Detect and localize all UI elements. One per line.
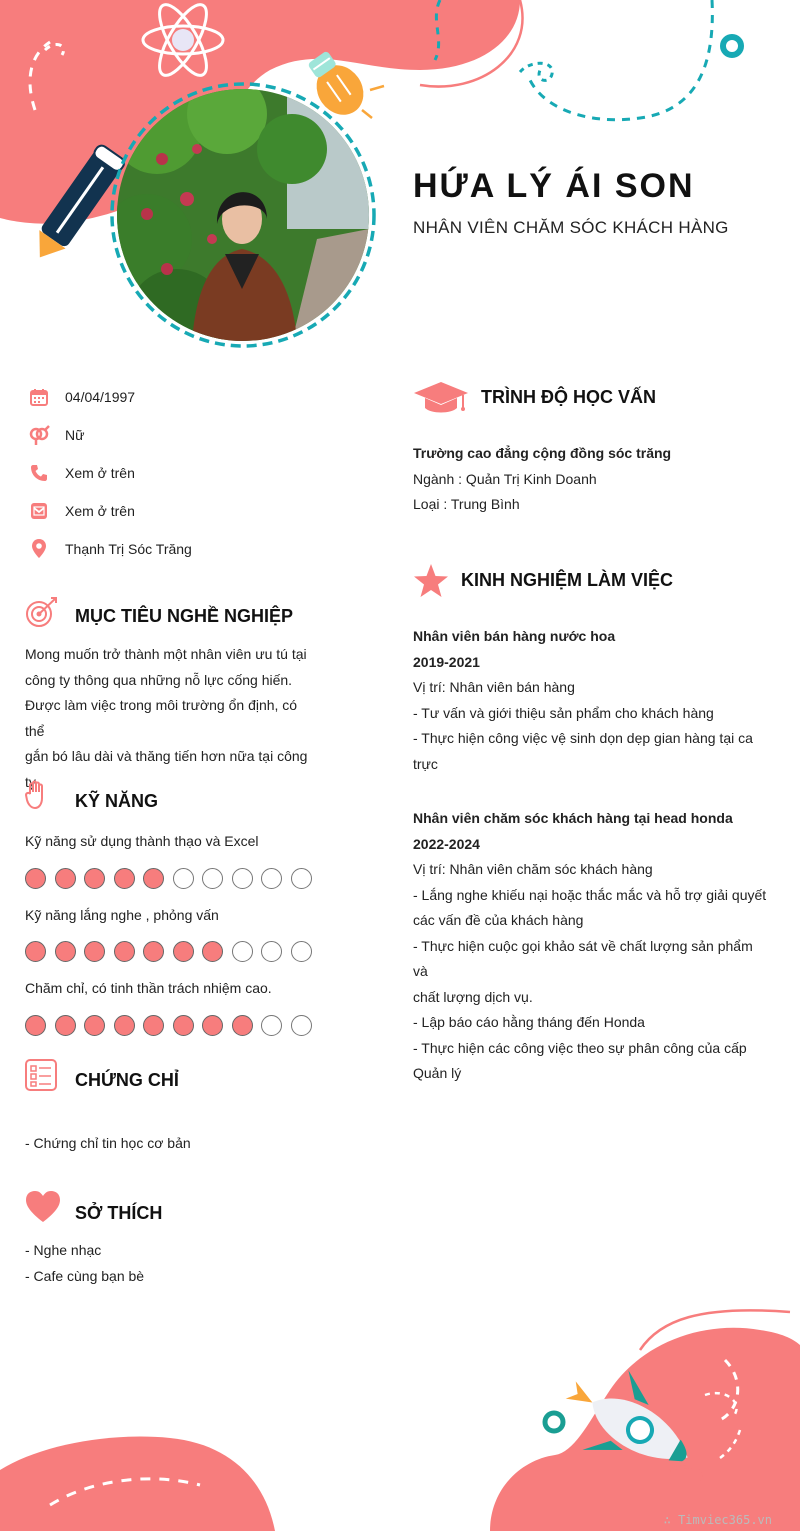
job-duty: trực xyxy=(413,755,438,772)
rating-dot-filled xyxy=(114,1015,135,1036)
info-email xyxy=(28,499,135,523)
info-address xyxy=(28,537,192,561)
school-name: Trường cao đẳng cộng đồng sóc trăng xyxy=(413,445,672,461)
rating-dot-empty xyxy=(291,868,312,889)
rating-dot-filled xyxy=(84,1015,105,1036)
skill-label: Kỹ năng lắng nghe , phỏng vấn xyxy=(25,907,219,923)
skill-label: Kỹ năng sử dụng thành thạo và Excel xyxy=(25,833,259,849)
rating-dot-filled xyxy=(143,941,164,962)
calendar-icon xyxy=(28,386,50,408)
education-detail xyxy=(413,441,773,518)
phone-value: Xem ở trên xyxy=(65,465,135,481)
rating-dot-filled xyxy=(202,1015,223,1036)
rating-dot-filled xyxy=(114,868,135,889)
hobbies-title: SỞ THÍCH xyxy=(75,1203,163,1223)
star-icon xyxy=(413,563,449,599)
job-title: NHÂN VIÊN CHĂM SÓC KHÁCH HÀNG xyxy=(413,218,729,237)
info-birthday xyxy=(28,385,135,409)
rating-dot-filled xyxy=(55,941,76,962)
education-major: Ngành : Quản Trị Kinh Doanh xyxy=(413,470,597,487)
rating-dot-filled xyxy=(114,941,135,962)
job-period: 2022-2024 xyxy=(413,835,480,852)
graduation-cap-icon xyxy=(413,380,469,416)
rating-dot-filled xyxy=(143,1015,164,1036)
skill-rating xyxy=(25,868,312,889)
experience-title: KINH NGHIỆM LÀM VIỆC xyxy=(461,570,674,590)
checklist-icon xyxy=(25,1059,57,1091)
job-duty: - Thực hiện cuộc gọi khảo sát về chất lượng sản phẩm và xyxy=(413,937,753,979)
birthday-value: 04/04/1997 xyxy=(65,389,136,405)
rating-dot-empty xyxy=(261,868,282,889)
job-duty: chất lượng dịch vụ. xyxy=(413,988,533,1005)
profile-photo xyxy=(117,89,369,341)
heart-icon xyxy=(25,1190,61,1224)
rating-dot-filled xyxy=(84,868,105,889)
gender-icon xyxy=(28,424,50,446)
rating-dot-filled xyxy=(55,1015,76,1036)
rating-dot-filled xyxy=(232,1015,253,1036)
phone-icon xyxy=(28,462,50,484)
education-title: TRÌNH ĐỘ HỌC VẤN xyxy=(481,387,656,407)
objective-line: ty xyxy=(25,773,36,790)
portrait-photo-icon xyxy=(117,89,369,341)
gender-value: Nữ xyxy=(65,427,85,443)
rating-dot-filled xyxy=(202,941,223,962)
skills-title: KỸ NĂNG xyxy=(75,791,159,811)
hobby-item: - Nghe nhạc xyxy=(25,1242,102,1258)
education-grade: Loại : Trung Bình xyxy=(413,496,520,512)
rating-dot-empty xyxy=(261,1015,282,1036)
job-position: Vị trí: Nhân viên chăm sóc khách hàng xyxy=(413,861,653,877)
address-value: Thạnh Trị Sóc Trăng xyxy=(65,541,192,557)
certificate-item: - Chứng chỉ tin học cơ bản xyxy=(25,1135,191,1151)
hobby-item: - Cafe cùng bạn bè xyxy=(25,1267,145,1284)
experience-job xyxy=(413,806,769,1087)
job-duty: - Thực hiện các công việc theo sự phân công của cấp xyxy=(413,1039,747,1056)
job-duty: - Tư vấn và giới thiệu sản phẩm cho khách hàng xyxy=(413,704,714,721)
rating-dot-empty xyxy=(291,1015,312,1036)
job-position: Vị trí: Nhân viên bán hàng xyxy=(413,679,575,695)
rating-dot-empty xyxy=(291,941,312,962)
objective-line: công ty thông qua những nỗ lực cống hiến. xyxy=(25,671,293,688)
objective-line: gắn bó lâu dài và thăng tiến hơn nữa tại công xyxy=(25,748,308,764)
skill-rating xyxy=(25,1015,312,1036)
location-pin-icon xyxy=(28,538,50,560)
job-period: 2019-2021 xyxy=(413,653,480,670)
job-duty: các vấn đề của khách hàng xyxy=(413,912,584,928)
rating-dot-filled xyxy=(25,941,46,962)
objective-title: MỤC TIÊU NGHỀ NGHIỆP xyxy=(75,606,294,626)
info-phone xyxy=(28,461,135,485)
certificates-title: CHỨNG CHỈ xyxy=(75,1070,179,1090)
job-company: Nhân viên chăm sóc khách hàng tại head honda xyxy=(413,810,733,826)
watermark: ∴ Timviec365.vn xyxy=(663,1513,772,1527)
hand-icon xyxy=(25,780,49,810)
skill-label: Chăm chỉ, có tinh thần trách nhiệm cao. xyxy=(25,980,272,996)
rating-dot-empty xyxy=(232,941,253,962)
candidate-name: HỨA LÝ ÁI SON xyxy=(413,167,695,205)
rating-dot-filled xyxy=(55,868,76,889)
rating-dot-empty xyxy=(261,941,282,962)
job-company: Nhân viên bán hàng nước hoa xyxy=(413,628,616,644)
rating-dot-empty xyxy=(232,868,253,889)
rating-dot-filled xyxy=(84,941,105,962)
email-icon xyxy=(28,500,50,522)
target-icon xyxy=(25,596,59,630)
objective-line: Được làm việc trong môi trường ổn định, có thể xyxy=(25,697,298,739)
job-duty: - Thực hiện công việc vệ sinh dọn dẹp gian hàng tại ca xyxy=(413,730,753,746)
job-duty: - Lắng nghe khiếu nại hoặc thắc mắc và hỗ trợ giải quyết xyxy=(413,886,767,903)
rating-dot-filled xyxy=(143,868,164,889)
rating-dot-filled xyxy=(25,1015,46,1036)
objective-text xyxy=(25,642,320,795)
experience-job xyxy=(413,624,769,777)
skill-rating xyxy=(25,941,312,962)
rating-dot-filled xyxy=(173,941,194,962)
rating-dot-filled xyxy=(173,1015,194,1036)
hobby-list xyxy=(25,1238,144,1289)
objective-line: Mong muốn trở thành một nhân viên ưu tú tại xyxy=(25,646,307,662)
info-gender xyxy=(28,423,84,447)
job-duty: - Lập báo cáo hằng tháng đến Honda xyxy=(413,1014,645,1030)
job-duty: Quản lý xyxy=(413,1065,462,1081)
rating-dot-empty xyxy=(173,868,194,889)
email-value: Xem ở trên xyxy=(65,503,135,519)
rating-dot-empty xyxy=(202,868,223,889)
rating-dot-filled xyxy=(25,868,46,889)
